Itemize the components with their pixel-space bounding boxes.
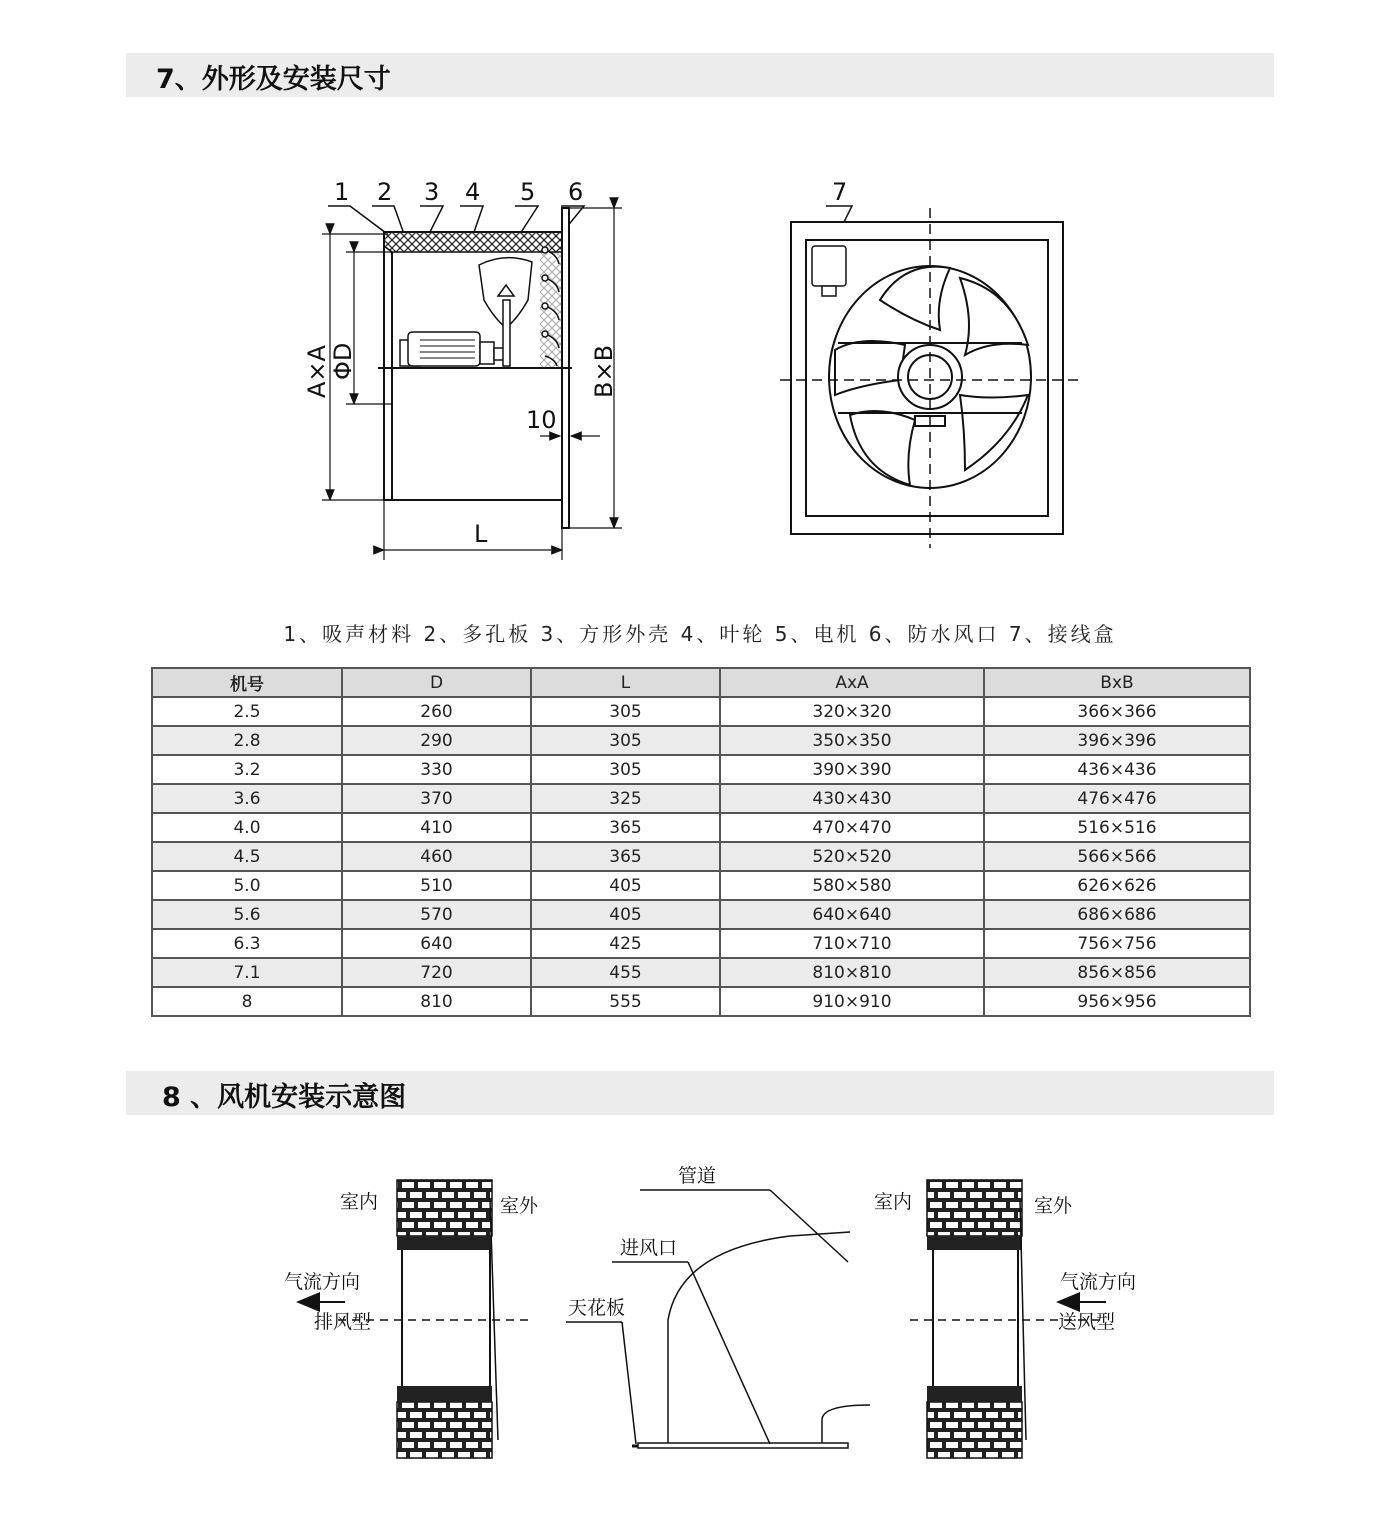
supply-type-label: 送风型 xyxy=(1058,1311,1116,1333)
cell-bxb: 856×856 xyxy=(984,958,1250,987)
cell-axa: 580×580 xyxy=(720,871,984,900)
cell-bxb: 436×436 xyxy=(984,755,1250,784)
cell-bxb: 566×566 xyxy=(984,842,1250,871)
cell-machine-no: 8 xyxy=(152,987,342,1016)
dim-10-label: 10 xyxy=(526,406,557,434)
cell-axa: 710×710 xyxy=(720,929,984,958)
section-7-title: 7、外形及安装尺寸 xyxy=(156,64,391,95)
header-machine-no: 机号 xyxy=(152,668,342,697)
dim-l-label: L xyxy=(474,520,488,548)
cell-axa: 430×430 xyxy=(720,784,984,813)
callout-4: 4 xyxy=(465,178,481,206)
cell-l: 365 xyxy=(531,842,720,871)
cell-l: 305 xyxy=(531,726,720,755)
exhaust-type-label: 排风型 xyxy=(314,1311,372,1333)
ceiling-label: 天花板 xyxy=(568,1297,626,1319)
callout-7: 7 xyxy=(832,178,848,206)
cell-machine-no: 5.0 xyxy=(152,871,342,900)
header-bxb: BxB xyxy=(984,668,1250,697)
left-outdoor-label: 室外 xyxy=(500,1195,539,1217)
header-d: D xyxy=(342,668,531,697)
header-l: L xyxy=(531,668,720,697)
inlet-label: 进风口 xyxy=(620,1237,678,1259)
right-outdoor-label: 室外 xyxy=(1034,1195,1073,1217)
cell-machine-no: 4.0 xyxy=(152,813,342,842)
cell-bxb: 476×476 xyxy=(984,784,1250,813)
callout-2: 2 xyxy=(377,178,393,206)
dim-phid-label: ΦD xyxy=(329,342,357,380)
cell-d: 570 xyxy=(342,900,531,929)
cell-axa: 320×320 xyxy=(720,697,984,726)
cell-machine-no: 2.8 xyxy=(152,726,342,755)
cell-l: 305 xyxy=(531,697,720,726)
cell-axa: 350×350 xyxy=(720,726,984,755)
cell-l: 365 xyxy=(531,813,720,842)
cell-bxb: 516×516 xyxy=(984,813,1250,842)
cell-axa: 470×470 xyxy=(720,813,984,842)
cell-d: 720 xyxy=(342,958,531,987)
dim-axa-label: A×A xyxy=(303,345,331,398)
cell-d: 510 xyxy=(342,871,531,900)
duct-install xyxy=(566,1190,870,1448)
cell-machine-no: 6.3 xyxy=(152,929,342,958)
cell-machine-no: 2.5 xyxy=(152,697,342,726)
cell-d: 290 xyxy=(342,726,531,755)
parts-legend: 1、吸声材料 2、多孔板 3、方形外壳 4、叶轮 5、电机 6、防水风口 7、接线盒 xyxy=(283,622,1117,646)
cell-bxb: 366×366 xyxy=(984,697,1250,726)
cell-machine-no: 4.5 xyxy=(152,842,342,871)
cell-d: 460 xyxy=(342,842,531,871)
cell-bxb: 756×756 xyxy=(984,929,1250,958)
callout-5: 5 xyxy=(520,178,536,206)
left-indoor-label: 室内 xyxy=(340,1191,379,1213)
callout-1: 1 xyxy=(334,178,350,206)
cell-d: 410 xyxy=(342,813,531,842)
cell-d: 810 xyxy=(342,987,531,1016)
cell-d: 330 xyxy=(342,755,531,784)
callout-6: 6 xyxy=(568,178,584,206)
cell-axa: 640×640 xyxy=(720,900,984,929)
cell-bxb: 956×956 xyxy=(984,987,1250,1016)
cell-l: 405 xyxy=(531,871,720,900)
cell-machine-no: 3.2 xyxy=(152,755,342,784)
cell-axa: 910×910 xyxy=(720,987,984,1016)
right-airflow-label: 气流方向 xyxy=(1060,1271,1137,1293)
cell-d: 640 xyxy=(342,929,531,958)
cell-axa: 390×390 xyxy=(720,755,984,784)
cell-d: 260 xyxy=(342,697,531,726)
cell-axa: 810×810 xyxy=(720,958,984,987)
cell-machine-no: 3.6 xyxy=(152,784,342,813)
section-8-title: 8 、风机安装示意图 xyxy=(162,1082,407,1113)
cell-l: 555 xyxy=(531,987,720,1016)
cell-bxb: 626×626 xyxy=(984,871,1250,900)
cell-machine-no: 5.6 xyxy=(152,900,342,929)
cell-l: 325 xyxy=(531,784,720,813)
dim-bxb-label: B×B xyxy=(590,344,618,398)
callout-3: 3 xyxy=(424,178,440,206)
cell-bxb: 396×396 xyxy=(984,726,1250,755)
right-indoor-label: 室内 xyxy=(874,1191,913,1213)
cell-machine-no: 7.1 xyxy=(152,958,342,987)
cell-l: 425 xyxy=(531,929,720,958)
cell-l: 405 xyxy=(531,900,720,929)
header-axa: AxA xyxy=(720,668,984,697)
cell-l: 305 xyxy=(531,755,720,784)
duct-label: 管道 xyxy=(678,1165,717,1187)
cell-axa: 520×520 xyxy=(720,842,984,871)
cell-l: 455 xyxy=(531,958,720,987)
left-airflow-label: 气流方向 xyxy=(284,1271,361,1293)
cell-d: 370 xyxy=(342,784,531,813)
cell-bxb: 686×686 xyxy=(984,900,1250,929)
